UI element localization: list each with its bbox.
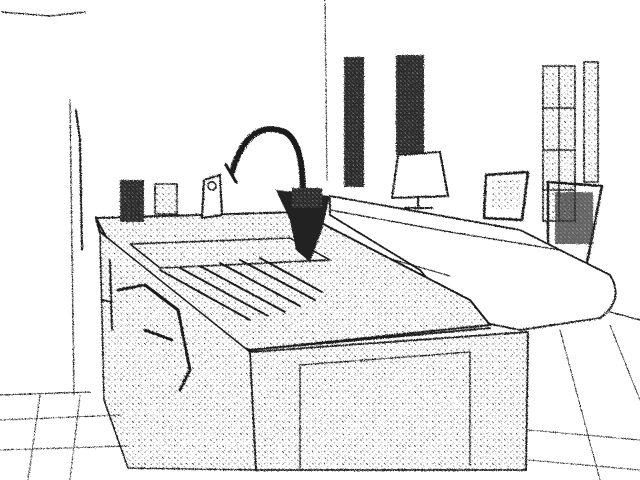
soap-dispenser: [202, 175, 222, 218]
